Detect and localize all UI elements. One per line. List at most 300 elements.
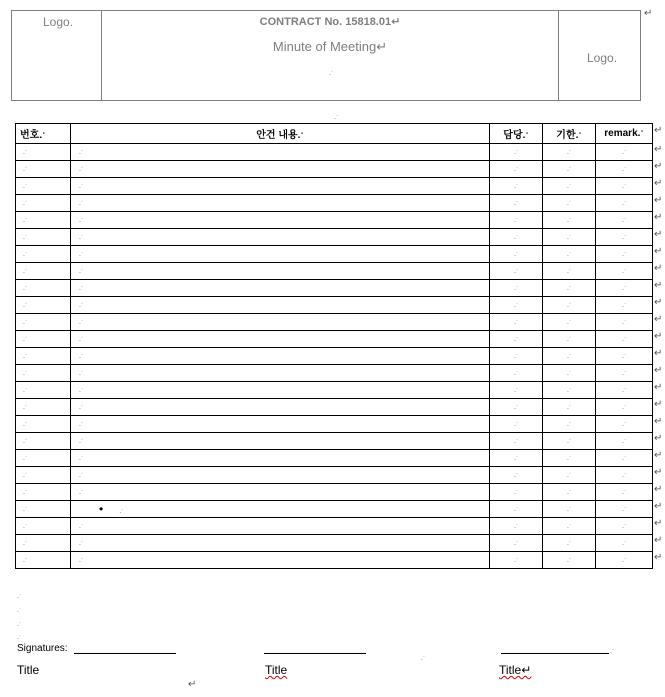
cell-due[interactable] — [543, 399, 596, 416]
signature-title: Title↵ — [499, 663, 532, 677]
cell-mark: .ˑ — [514, 199, 518, 207]
cell-owner[interactable] — [490, 484, 543, 501]
cell-mark: .ˑ — [79, 539, 83, 547]
return-mark: ↵ — [654, 331, 663, 342]
cell-num[interactable] — [16, 246, 71, 263]
return-mark: ↵ — [654, 450, 663, 461]
cell-mark: .ˑ — [622, 148, 626, 156]
cell-mark: .ˑ — [23, 335, 27, 343]
cell-mark: .ˑ — [567, 301, 571, 309]
cell-mark: .ˑ — [514, 165, 518, 173]
cell-content[interactable] — [71, 348, 490, 365]
cell-mark: .ˑ — [79, 420, 83, 428]
cell-content[interactable] — [71, 467, 490, 484]
cell-mark: .ˑ — [622, 539, 626, 547]
cell-owner[interactable] — [490, 399, 543, 416]
cell-mark: .ˑ — [567, 165, 571, 173]
cell-num[interactable] — [16, 484, 71, 501]
cell-remark[interactable] — [596, 161, 653, 178]
cell-owner[interactable] — [490, 467, 543, 484]
cell-owner[interactable] — [490, 382, 543, 399]
cell-remark[interactable] — [596, 178, 653, 195]
cell-remark[interactable] — [596, 246, 653, 263]
cell-num[interactable] — [16, 518, 71, 535]
cell-remark[interactable] — [596, 144, 653, 161]
cell-mark: .ˑ — [23, 165, 27, 173]
cell-due[interactable] — [543, 484, 596, 501]
cell-mark: .ˑ — [622, 199, 626, 207]
cell-mark: .ˑ — [79, 352, 83, 360]
cell-mark: .ˑ — [23, 250, 27, 258]
table-row — [16, 484, 653, 501]
cell-content[interactable] — [71, 314, 490, 331]
return-mark: ↵ — [654, 399, 663, 410]
table-row — [16, 144, 653, 161]
cell-due[interactable] — [543, 314, 596, 331]
return-mark: ↵ — [654, 467, 663, 478]
cell-num[interactable] — [16, 552, 71, 569]
cell-num[interactable] — [16, 450, 71, 467]
agenda-table-body — [16, 144, 653, 569]
cell-remark[interactable] — [596, 314, 653, 331]
cell-due[interactable] — [543, 297, 596, 314]
cell-mark: .ˑ — [79, 335, 83, 343]
cell-mark: .ˑ — [567, 369, 571, 377]
cell-mark: .ˑ — [622, 335, 626, 343]
cell-remark[interactable] — [596, 552, 653, 569]
cell-owner[interactable] — [490, 263, 543, 280]
cell-mark: .ˑ — [79, 301, 83, 309]
return-mark: ↵ — [654, 125, 663, 136]
cell-remark[interactable] — [596, 297, 653, 314]
cell-mark: .ˑ — [514, 216, 518, 224]
cell-mark: .ˑ — [514, 335, 518, 343]
table-row — [16, 178, 653, 195]
cell-remark[interactable] — [596, 450, 653, 467]
cell-mark: .ˑ — [514, 318, 518, 326]
cell-owner[interactable] — [490, 144, 543, 161]
cell-owner[interactable] — [490, 552, 543, 569]
cell-mark: .ˑ — [622, 267, 626, 275]
table-row — [16, 331, 653, 348]
table-row — [16, 280, 653, 297]
header-number: 번호.ˑ — [16, 124, 71, 144]
cell-mark: .ˑ — [514, 369, 518, 377]
cell-num[interactable] — [16, 535, 71, 552]
cell-mark: .ˑ — [622, 556, 626, 564]
cell-mark: .ˑ — [567, 420, 571, 428]
cell-owner[interactable] — [490, 280, 543, 297]
cell-content[interactable] — [71, 416, 490, 433]
cell-due[interactable] — [543, 365, 596, 382]
cell-num[interactable] — [16, 416, 71, 433]
cell-mark: .ˑ — [514, 148, 518, 156]
table-row — [16, 382, 653, 399]
cell-mark: .ˑ — [23, 522, 27, 530]
cell-mark: .ˑ — [23, 488, 27, 496]
cell-mark: .ˑ — [79, 199, 83, 207]
cell-mark: .ˑ — [23, 318, 27, 326]
table-row — [16, 229, 653, 246]
cell-remark[interactable] — [596, 518, 653, 535]
cell-mark: .ˑ — [567, 267, 571, 275]
cell-mark: .ˑ — [514, 471, 518, 479]
table-row — [16, 212, 653, 229]
cell-mark: .ˑ — [622, 284, 626, 292]
cell-mark: .ˑ — [567, 522, 571, 530]
cell-remark[interactable] — [596, 280, 653, 297]
return-mark: ↵ — [644, 8, 653, 19]
cell-mark: .ˑ — [567, 284, 571, 292]
cell-mark: .ˑ — [622, 182, 626, 190]
cell-due[interactable] — [543, 382, 596, 399]
cell-mark: .ˑ — [514, 284, 518, 292]
cell-mark: .ˑ — [79, 488, 83, 496]
table-row — [16, 263, 653, 280]
cell-num[interactable] — [16, 382, 71, 399]
header-due-date: 기한.ˑ — [543, 124, 596, 144]
cell-num[interactable] — [16, 280, 71, 297]
cell-mark: .ˑ — [23, 216, 27, 224]
cell-due[interactable] — [543, 433, 596, 450]
cell-content[interactable] — [71, 195, 490, 212]
cell-content[interactable] — [71, 484, 490, 501]
cell-due[interactable] — [543, 178, 596, 195]
cell-remark[interactable] — [596, 348, 653, 365]
cell-remark[interactable] — [596, 484, 653, 501]
cell-mark: .ˑ — [622, 454, 626, 462]
cell-remark[interactable] — [596, 501, 653, 518]
cell-mark: .ˑ — [622, 522, 626, 530]
cell-content[interactable] — [71, 263, 490, 280]
cell-remark[interactable] — [596, 331, 653, 348]
cell-num[interactable] — [16, 331, 71, 348]
cell-remark[interactable] — [596, 212, 653, 229]
cell-content[interactable] — [71, 280, 490, 297]
table-row — [16, 535, 653, 552]
header-owner: 담당.ˑ — [490, 124, 543, 144]
cell-mark: .ˑ — [119, 508, 124, 515]
return-mark: ↵ — [654, 195, 663, 206]
cell-content[interactable] — [71, 229, 490, 246]
header-remark: remark.ˑ — [596, 124, 653, 144]
cell-content[interactable] — [71, 535, 490, 552]
return-mark: ↵ — [654, 144, 663, 155]
cell-due[interactable] — [543, 161, 596, 178]
cell-content[interactable] — [71, 382, 490, 399]
cell-num[interactable] — [16, 297, 71, 314]
table-row — [16, 552, 653, 569]
cell-mark: .ˑ — [23, 454, 27, 462]
table-row — [16, 314, 653, 331]
cell-mark: .ˑ — [79, 386, 83, 394]
table-row — [16, 365, 653, 382]
table-row — [16, 348, 653, 365]
table-row — [16, 195, 653, 212]
signature-line — [264, 653, 366, 654]
cell-due[interactable] — [543, 263, 596, 280]
cell-mark: .ˑ — [79, 148, 83, 156]
cell-owner[interactable] — [490, 195, 543, 212]
cell-owner[interactable] — [490, 178, 543, 195]
cell-mark: .ˑ — [622, 301, 626, 309]
return-mark: ↵ — [188, 679, 197, 690]
header-divider — [558, 10, 559, 101]
table-row — [16, 501, 653, 518]
header-agenda-content: 안건 내용.ˑ — [71, 124, 490, 144]
cell-mark: .ˑ — [23, 352, 27, 360]
return-mark: ↵ — [654, 484, 663, 495]
cell-content[interactable] — [71, 518, 490, 535]
cell-num[interactable] — [16, 229, 71, 246]
cell-mark: .ˑ — [567, 335, 571, 343]
signature-title: Title — [265, 663, 288, 677]
cell-mark: .ˑ — [79, 318, 83, 326]
table-row — [16, 416, 653, 433]
return-mark: ↵ — [654, 178, 663, 189]
logo-right: Logo. — [587, 51, 618, 65]
cell-num[interactable] — [16, 348, 71, 365]
cell-content[interactable] — [71, 433, 490, 450]
cell-due[interactable] — [543, 501, 596, 518]
cell-remark[interactable] — [596, 195, 653, 212]
cell-num[interactable] — [16, 263, 71, 280]
cell-due[interactable] — [543, 331, 596, 348]
cell-due[interactable] — [543, 348, 596, 365]
cell-mark: .ˑ — [514, 250, 518, 258]
table-row — [16, 433, 653, 450]
cell-mark: .ˑ — [514, 403, 518, 411]
paragraph-mark: .ˑ — [17, 621, 21, 628]
cell-mark: .ˑ — [622, 386, 626, 394]
return-mark: ↵ — [654, 382, 663, 393]
cell-due[interactable] — [543, 467, 596, 484]
cell-mark: .ˑ — [622, 352, 626, 360]
cell-mark: .ˑ — [23, 403, 27, 411]
cell-mark: .ˑ — [622, 471, 626, 479]
agenda-table — [15, 123, 653, 569]
cell-owner[interactable] — [490, 450, 543, 467]
table-row — [16, 246, 653, 263]
paragraph-mark: .ˑ — [17, 593, 21, 600]
cell-mark: .ˑ — [567, 488, 571, 496]
return-mark: ↵ — [654, 280, 663, 291]
cell-owner[interactable] — [490, 212, 543, 229]
cell-owner[interactable] — [490, 314, 543, 331]
cell-owner[interactable] — [490, 433, 543, 450]
cell-content[interactable] — [71, 178, 490, 195]
bullet-icon: • — [99, 502, 104, 516]
cell-due[interactable] — [543, 535, 596, 552]
signature-line — [501, 653, 609, 654]
cell-mark: .ˑ — [567, 403, 571, 411]
cell-num[interactable] — [16, 399, 71, 416]
cell-content[interactable] — [71, 212, 490, 229]
cell-content[interactable] — [71, 246, 490, 263]
cell-mark: .ˑ — [567, 386, 571, 394]
cell-mark: .ˑ — [622, 216, 626, 224]
cell-remark[interactable] — [596, 433, 653, 450]
cell-due[interactable] — [543, 246, 596, 263]
paragraph-mark: .ˑ — [334, 114, 338, 121]
cell-num[interactable] — [16, 467, 71, 484]
return-mark: ↵ — [654, 348, 663, 359]
cell-num[interactable] — [16, 195, 71, 212]
cell-remark[interactable] — [596, 382, 653, 399]
cell-mark: .ˑ — [23, 284, 27, 292]
cell-content[interactable] — [71, 365, 490, 382]
cell-mark: .ˑ — [23, 539, 27, 547]
return-mark: ↵ — [654, 535, 663, 546]
cell-mark: .ˑ — [514, 437, 518, 445]
cell-due[interactable] — [543, 280, 596, 297]
cell-num[interactable] — [16, 501, 71, 518]
table-row — [16, 467, 653, 484]
return-mark: ↵ — [654, 297, 663, 308]
cell-mark: .ˑ — [79, 522, 83, 530]
cell-mark: .ˑ — [567, 148, 571, 156]
cell-due[interactable] — [543, 212, 596, 229]
cell-owner[interactable] — [490, 518, 543, 535]
cell-mark: .ˑ — [514, 488, 518, 496]
cell-mark: .ˑ — [622, 437, 626, 445]
cell-remark[interactable] — [596, 263, 653, 280]
cell-num[interactable] — [16, 314, 71, 331]
cell-remark[interactable] — [596, 467, 653, 484]
cell-content[interactable] — [71, 501, 490, 518]
paragraph-mark: .ˑ — [421, 655, 425, 662]
cell-owner[interactable] — [490, 297, 543, 314]
cell-mark: .ˑ — [79, 369, 83, 377]
cell-due[interactable] — [543, 518, 596, 535]
cell-owner[interactable] — [490, 246, 543, 263]
cell-mark: .ˑ — [79, 403, 83, 411]
cell-owner[interactable] — [490, 348, 543, 365]
cell-due[interactable] — [543, 229, 596, 246]
cell-owner[interactable] — [490, 331, 543, 348]
signatures-label: Signatures: — [17, 643, 68, 654]
cell-content[interactable] — [71, 399, 490, 416]
cell-mark: .ˑ — [23, 505, 27, 513]
cell-due[interactable] — [543, 552, 596, 569]
cell-mark: .ˑ — [567, 471, 571, 479]
return-mark: ↵ — [654, 246, 663, 257]
cell-due[interactable] — [543, 144, 596, 161]
cell-mark: .ˑ — [622, 233, 626, 241]
cell-num[interactable] — [16, 365, 71, 382]
cell-num[interactable] — [16, 161, 71, 178]
cell-mark: .ˑ — [567, 454, 571, 462]
cell-mark: .ˑ — [567, 539, 571, 547]
cell-num[interactable] — [16, 144, 71, 161]
cell-owner[interactable] — [490, 535, 543, 552]
table-header-row — [16, 124, 653, 144]
return-mark: ↵ — [654, 416, 663, 427]
cell-mark: .ˑ — [23, 420, 27, 428]
return-mark: ↵ — [654, 433, 663, 444]
cell-mark: .ˑ — [567, 505, 571, 513]
cell-mark: .ˑ — [622, 318, 626, 326]
return-mark: ↵ — [654, 229, 663, 240]
cell-mark: .ˑ — [79, 250, 83, 258]
cell-num[interactable] — [16, 433, 71, 450]
table-row — [16, 161, 653, 178]
cell-content[interactable] — [71, 450, 490, 467]
cell-mark: .ˑ — [514, 556, 518, 564]
cell-mark: .ˑ — [79, 471, 83, 479]
cell-mark: .ˑ — [514, 182, 518, 190]
cell-remark[interactable] — [596, 365, 653, 382]
cell-mark: .ˑ — [23, 148, 27, 156]
paragraph-mark: .ˑ — [17, 607, 21, 614]
cell-mark: .ˑ — [622, 250, 626, 258]
cell-mark: .ˑ — [567, 250, 571, 258]
cell-mark: .ˑ — [23, 471, 27, 479]
cell-content[interactable] — [71, 331, 490, 348]
cell-remark[interactable] — [596, 399, 653, 416]
cell-due[interactable] — [543, 195, 596, 212]
cell-owner[interactable] — [490, 416, 543, 433]
cell-mark: .ˑ — [567, 556, 571, 564]
cell-remark[interactable] — [596, 229, 653, 246]
cell-owner[interactable] — [490, 501, 543, 518]
cell-remark[interactable] — [596, 535, 653, 552]
cell-mark: .ˑ — [23, 556, 27, 564]
cell-content[interactable] — [71, 552, 490, 569]
cell-num[interactable] — [16, 212, 71, 229]
cell-mark: .ˑ — [514, 233, 518, 241]
table-row — [16, 297, 653, 314]
cell-content[interactable] — [71, 161, 490, 178]
cell-owner[interactable] — [490, 161, 543, 178]
paragraph-mark: .ˑ — [17, 634, 21, 641]
return-mark: ↵ — [654, 212, 663, 223]
cell-due[interactable] — [543, 450, 596, 467]
cell-mark: .ˑ — [23, 301, 27, 309]
cell-mark: .ˑ — [622, 420, 626, 428]
cell-mark: .ˑ — [567, 199, 571, 207]
cell-content[interactable] — [71, 144, 490, 161]
cell-mark: .ˑ — [23, 233, 27, 241]
paragraph-mark: .ˑ — [610, 648, 614, 655]
cell-mark: .ˑ — [622, 488, 626, 496]
return-mark: ↵ — [654, 161, 663, 172]
cell-mark: .ˑ — [514, 420, 518, 428]
contract-number: CONTRACT No. 15818.01↵ — [259, 16, 401, 28]
cell-mark: .ˑ — [514, 301, 518, 309]
cell-mark: .ˑ — [79, 284, 83, 292]
return-mark: ↵ — [654, 314, 663, 325]
cell-num[interactable] — [16, 178, 71, 195]
cell-due[interactable] — [543, 416, 596, 433]
cell-mark: .ˑ — [514, 522, 518, 530]
meeting-title: Minute of Meeting↵ — [272, 39, 388, 54]
paragraph-mark: .ˑ — [329, 70, 333, 77]
cell-mark: .ˑ — [514, 352, 518, 360]
cell-mark: .ˑ — [23, 369, 27, 377]
cell-owner[interactable] — [490, 365, 543, 382]
signature-title: Title — [17, 663, 40, 677]
cell-remark[interactable] — [596, 416, 653, 433]
cell-mark: .ˑ — [514, 386, 518, 394]
cell-mark: .ˑ — [23, 386, 27, 394]
cell-mark: .ˑ — [567, 437, 571, 445]
cell-mark: .ˑ — [567, 318, 571, 326]
cell-content[interactable] — [71, 297, 490, 314]
return-mark: ↵ — [654, 501, 663, 512]
cell-owner[interactable] — [490, 229, 543, 246]
cell-mark: .ˑ — [79, 182, 83, 190]
